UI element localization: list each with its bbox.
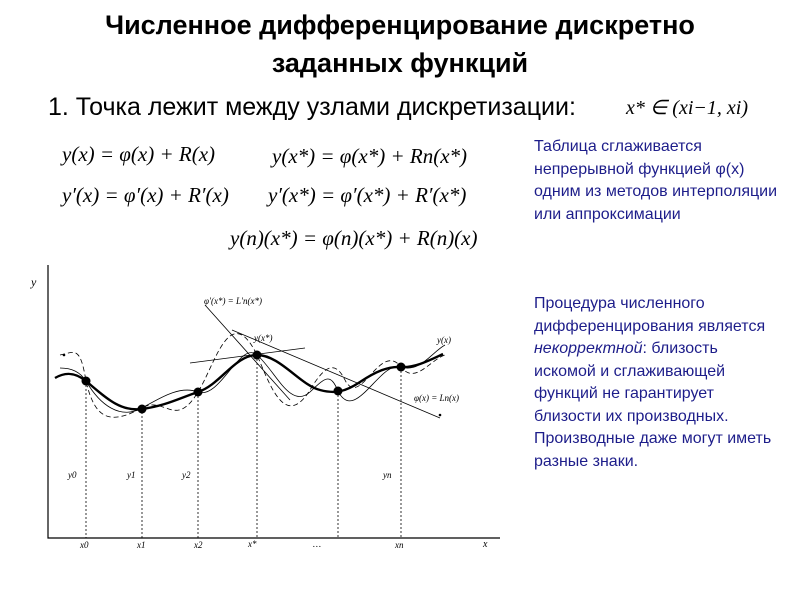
node-x-label-star: x* xyxy=(248,539,257,549)
title-line-2: заданных функций xyxy=(271,48,529,78)
point-case-text: 1. Точка лежит между узлами дискретизации: xyxy=(48,93,576,121)
node-point-3 xyxy=(334,387,343,396)
side-text-smoothing: Таблица сглаживается непрерывной функцией φ(x) одним из методов интерполяции или аппроксимации xyxy=(534,138,778,223)
formula-3: y′(x) = φ′(x) + R′(x) xyxy=(62,183,229,207)
formula-4: y′(x*) = φ′(x*) + R′(x*) xyxy=(268,183,467,207)
node-x-label-n: xn xyxy=(395,540,404,550)
node-x-label-1: x1 xyxy=(137,540,146,550)
node-x-label-2: x2 xyxy=(194,540,203,550)
formula-2: y(x*) = φ(x*) + Rn(x*) xyxy=(272,144,468,168)
axis-y-label: y xyxy=(31,275,37,289)
tangent-flat-line xyxy=(190,348,305,363)
node-point-2 xyxy=(194,388,203,397)
side-text-part-a: Процедура численного дифференцирования является xyxy=(534,295,766,335)
curve-label: y(x) xyxy=(437,335,451,345)
node-y-label-0: y0 xyxy=(68,470,77,480)
node-point-xstar xyxy=(253,351,262,360)
stray-dot-left xyxy=(63,354,66,357)
node-point-1 xyxy=(138,405,147,414)
node-point-0 xyxy=(82,377,91,386)
node-point-n xyxy=(397,363,406,372)
smoothing-curve xyxy=(55,354,443,409)
side-text-emphasis: некорректной xyxy=(534,340,643,357)
side-text-part-b: : близость искомой и сглаживающей функций не гарантирует близости их производных. Производные даже могут иметь разные знаки. xyxy=(534,340,772,470)
point-case-condition: x* ∈ (xi−1, xi) xyxy=(626,97,748,119)
tangent-true-line xyxy=(232,330,440,418)
node-x-label-0: x0 xyxy=(80,540,89,550)
node-x-label-ellipsis: … xyxy=(313,539,322,549)
point-label: y(x*) xyxy=(254,333,273,343)
title-line-1: Численное дифференцирование дискретно xyxy=(105,10,695,40)
node-guides xyxy=(86,355,401,538)
tangent-lines xyxy=(190,305,440,418)
node-y-label-n: yn xyxy=(383,470,392,480)
axis-x-label: x xyxy=(483,539,488,550)
node-y-label-1: y1 xyxy=(127,470,136,480)
formula-5: y(n)(x*) = φ(n)(x*) + R(n)(x) xyxy=(230,226,478,250)
stray-dot-right xyxy=(439,414,442,417)
formula-1: y(x) = φ(x) + R(x) xyxy=(62,142,216,166)
tangent-label: φ′(x*) = L′n(x*) xyxy=(204,296,262,306)
node-y-label-2: y2 xyxy=(182,470,191,480)
approx-label: φ(x) = Ln(x) xyxy=(414,393,460,403)
